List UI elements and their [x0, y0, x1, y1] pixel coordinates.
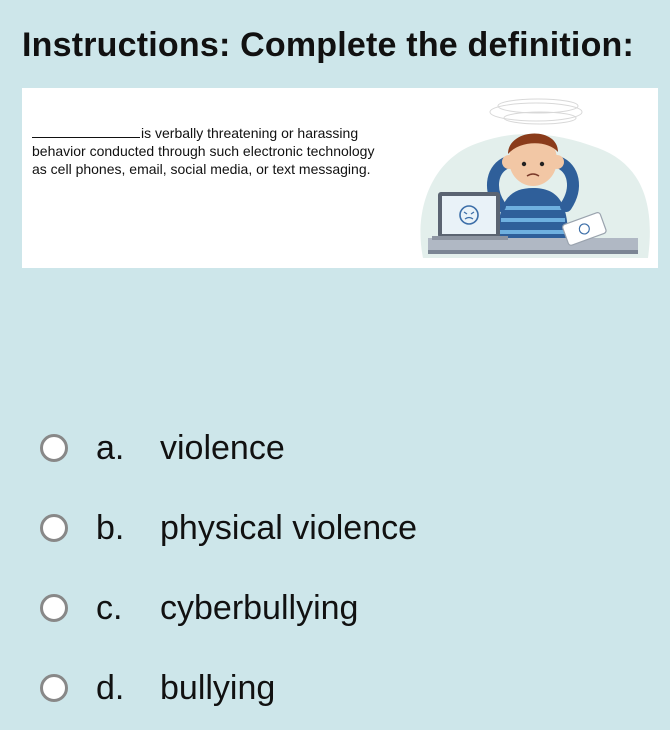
page-title: Instructions: Complete the definition: — [22, 26, 635, 64]
option-letter: a. — [96, 428, 125, 467]
question-text — [32, 124, 392, 178]
radio-button[interactable] — [40, 594, 68, 622]
option-text: violence — [160, 428, 285, 467]
option-letter: b. — [96, 508, 125, 547]
question-definition: is verbally threatening or harassing behavior conducted through such electronic technology as cell phones, email, social media, or text messaging. — [32, 125, 375, 177]
radio-button[interactable] — [40, 674, 68, 702]
question-card — [22, 88, 658, 268]
stressed-boy-illustration — [408, 88, 658, 268]
option-d[interactable] — [40, 648, 417, 728]
option-a[interactable] — [40, 408, 417, 488]
radio-button[interactable] — [40, 434, 68, 462]
option-text: bullying — [160, 668, 276, 707]
option-text: cyberbullying — [160, 588, 359, 627]
answer-blank — [32, 125, 140, 138]
option-letter: c. — [96, 588, 123, 627]
laptop-icon — [432, 192, 508, 240]
option-b[interactable] — [40, 488, 417, 568]
answer-options — [40, 408, 417, 728]
option-letter: d. — [96, 668, 125, 707]
stress-scribble — [490, 99, 582, 124]
option-c[interactable] — [40, 568, 417, 648]
radio-button[interactable] — [40, 514, 68, 542]
desk — [428, 238, 638, 252]
option-text: physical violence — [160, 508, 418, 547]
